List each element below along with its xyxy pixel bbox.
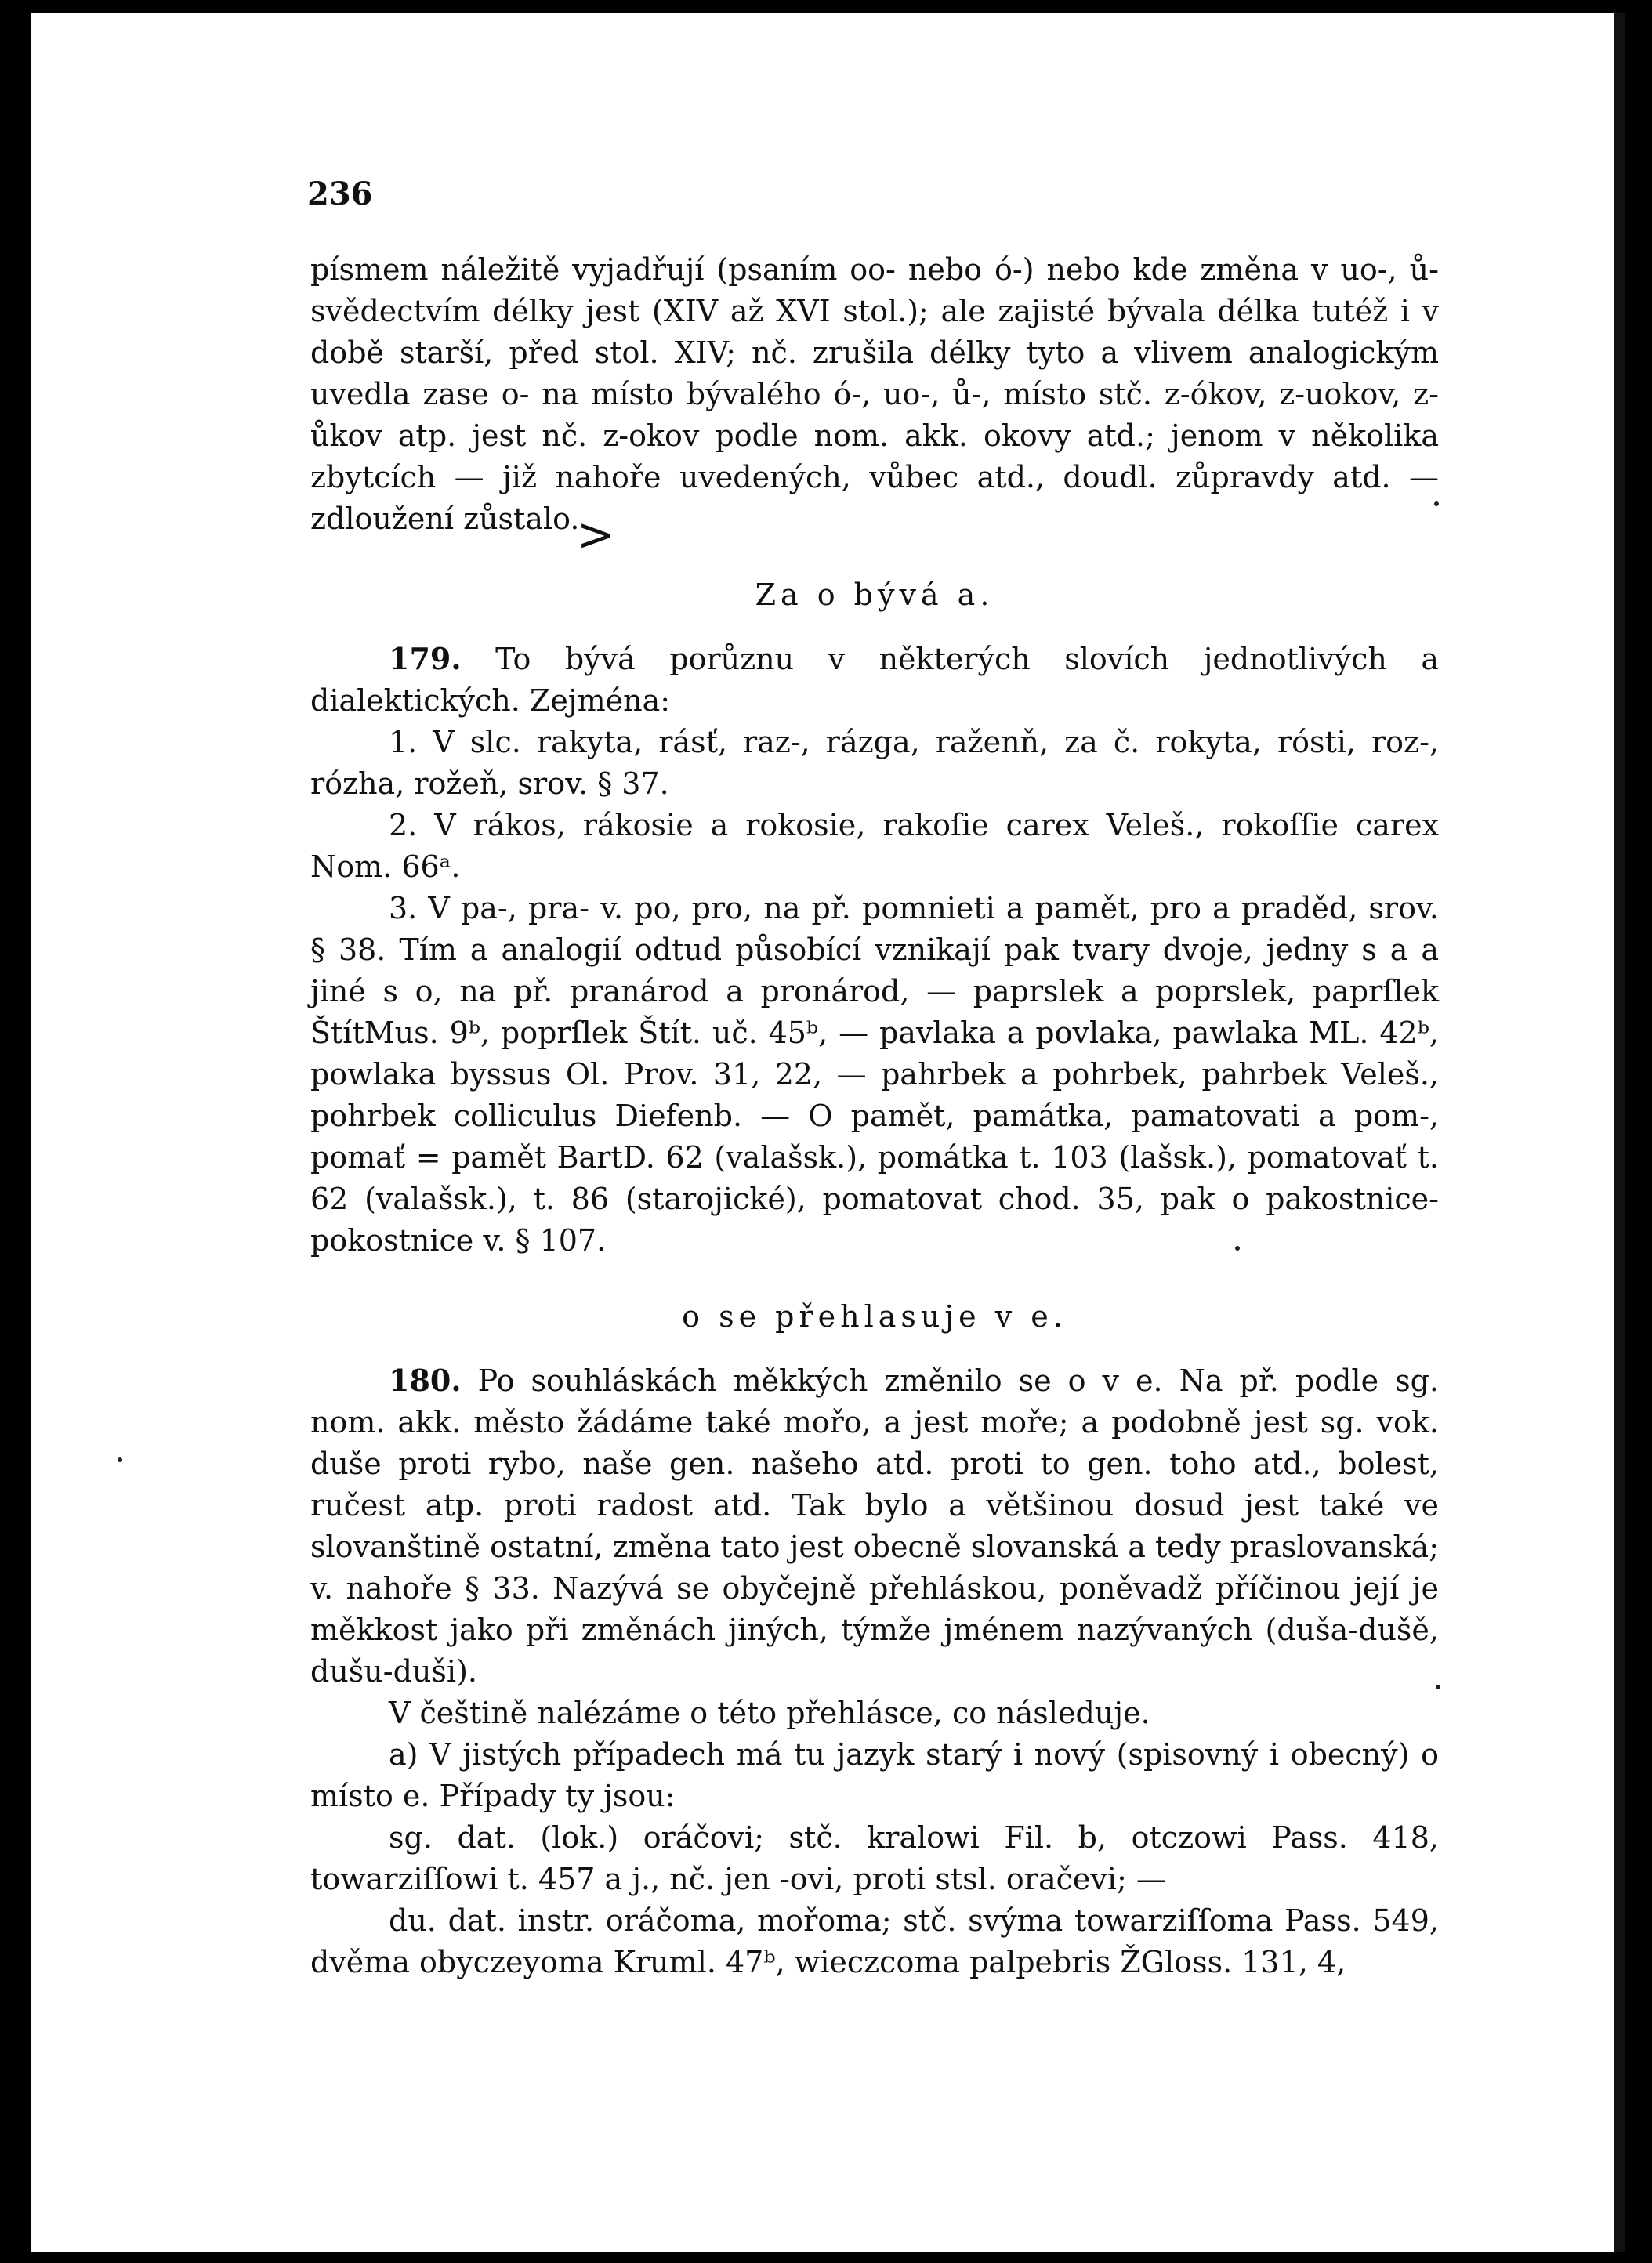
section-179-heading: Za o bývá a.	[755, 578, 994, 612]
margin-correction-mark: >	[577, 508, 615, 561]
scan-speck	[1235, 1246, 1240, 1251]
scan-speck	[1436, 1685, 1440, 1689]
section-180-heading: o se přehlasuje v e.	[682, 1299, 1067, 1334]
scan-speck	[118, 1457, 122, 1462]
page-body	[310, 249, 1439, 1983]
section-179-intro-text: To bývá porůznu v některých slovích jednotlivých a dialektických. Zejména:	[310, 642, 1439, 718]
section-180-number: 180.	[389, 1363, 462, 1398]
section-179-item-2: 2. V rákos, rákosie a rokosie, rakoſie carex Veleš., rokoſſie carex Nom. 66ᵃ.	[310, 808, 1439, 884]
section-180-paragraph-1	[310, 1360, 1439, 1693]
section-179-item-1: 1. V slc. rakyta, rásť, raz-, rázga, raženň, za č. rokyta, rósti, roz-, rózha, rožeň, srov. § 37.	[310, 725, 1439, 801]
scan-speck	[1434, 501, 1439, 506]
section-180-paragraph-4: sg. dat. (lok.) oráčovi; stč. kralowi Fil. b, otczowi Pass. 418, towarziſſowi t. 457 a j., nč. jen -ovi, proti stsl. oračevi; —	[310, 1820, 1439, 1896]
section-179-intro	[310, 638, 1439, 722]
opening-paragraph: písmem náležitě vyjadřují (psaním oo- nebo ó-) nebo kde změna v uo-, ů- svědectvím délky jest (XIV až XVI stol.); ale zajisté bývala délka tutéž i v době starší, před stol. XIV; nč. zrušila délky tyto a vlivem analogickým uvedla zase o- na místo bývalého ó-, uo-, ů-, místo stč. z-ókov, z-uokov, z-ůkov atp. jest nč. z-okov podle nom. akk. okovy atd.; jenom v několika zbytcích — již nahoře uvedených, vůbec atd., doudl. zůpravdy atd. — zdloužení zůstalo.	[310, 252, 1439, 536]
page-number: 236	[307, 176, 373, 212]
section-180-paragraph-5: du. dat. instr. oráčoma, mořoma; stč. svýma towarziſſoma Pass. 549, dvěma obyczeyoma Kruml. 47ᵇ, wieczcoma palpebris ŽGloss. 131, 4,	[310, 1903, 1439, 1979]
section-180-paragraph-2: V češtině nalézáme o této přehlásce, co následuje.	[389, 1696, 1150, 1730]
section-179-item-3: 3. V pa-, pra- v. po, pro, na př. pomnieti a pamět, pro a praděd, srov. § 38. Tím a analogií odtud působící vznikají pak tvary dvoje, jedny s a a jiné s o, na př. pranárod a pronárod, — paprslek a poprslek, paprſlek ŠtítMus. 9ᵇ, poprſlek Štít. uč. 45ᵇ, — pavlaka a povlaka, pawlaka ML. 42ᵇ, powlaka byssus Ol. Prov. 31, 22, — pahrbek a pohrbek, pahrbek Veleš., pohrbek colliculus Diefenb. — O pamět, památka, pamatovati a pom-, pomať = pamět BartD. 62 (valašsk.), pomátka t. 103 (lašsk.), pomatovať t. 62 (valašsk.), t. 86 (starojické), pomatovat chod. 35, pak o pakostnice-pokostnice v. § 107.	[310, 891, 1439, 1258]
section-180-paragraph-3: a) V jistých případech má tu jazyk starý i nový (spisovný i obecný) o místo e. Případy ty jsou:	[310, 1737, 1439, 1813]
section-179-number: 179.	[389, 641, 462, 676]
section-180-paragraph-1-text: Po souhláskách měkkých změnilo se o v e. Na př. podle sg. nom. akk. město žádáme také mořo, a jest moře; a podobně jest sg. vok. duše proti rybo, naše gen. našeho atd. proti to gen. toho atd., bolest, ručest atp. proti radost atd. Tak bylo a většinou dosud jest také ve slovanštině ostatní, změna tato jest obecně slovanská a tedy praslovanská; v. nahoře § 33. Nazývá se obyčejně přehláskou, poněvadž příčinou její je měkkost jako při změnách jiných, týmže jménem nazývaných (duša-dušě, dušu-duši).	[310, 1363, 1439, 1689]
